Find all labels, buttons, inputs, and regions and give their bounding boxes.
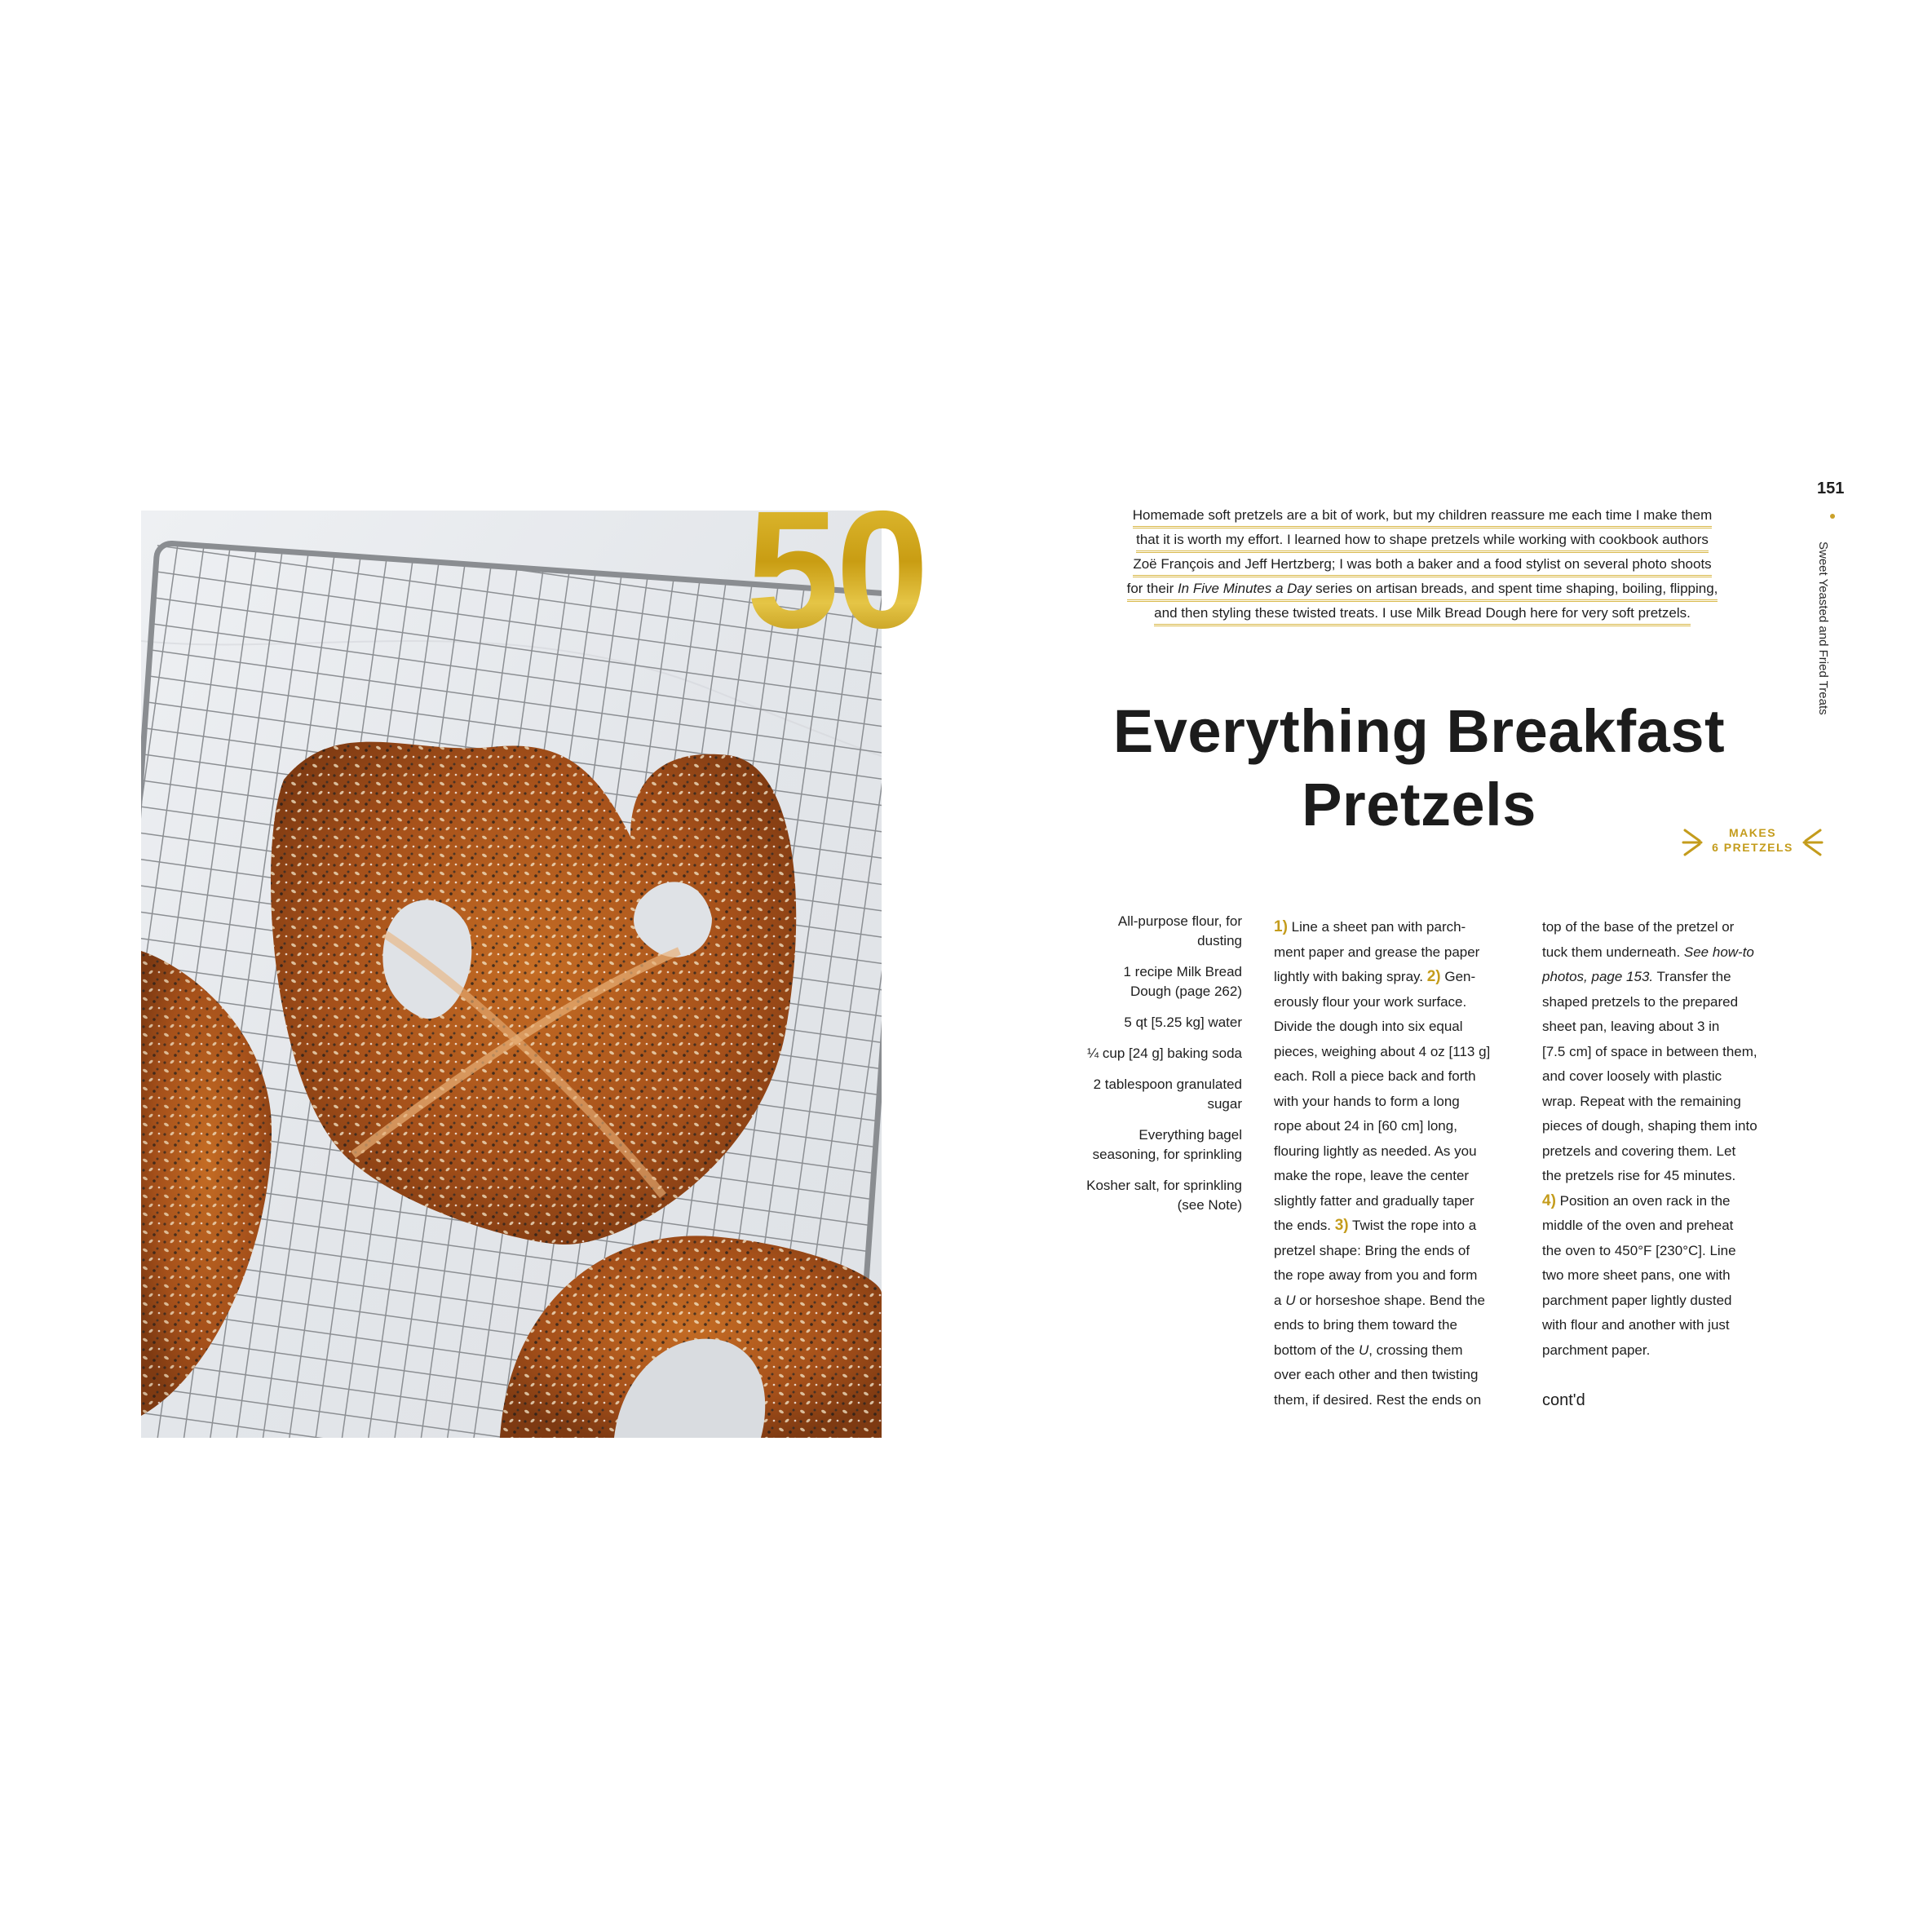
step-number: 2) [1426,968,1441,985]
page-number: 151 [1817,480,1845,497]
ingredient-item: Kosher salt, for sprinkling (see Note) [1086,1178,1242,1213]
method-line: pieces of dough, shaping them into [1542,1118,1757,1134]
method-line: make the rope, leave the center [1274,1168,1470,1183]
method-line: tuck them underneath. See how-to [1542,944,1754,960]
method-line: 4) Position an oven rack in the [1542,1191,1731,1209]
ingredient-item: 5 qt [5.25 kg] water [1124,1015,1242,1030]
burst-left-icon [1680,827,1703,858]
method-line: middle of the oven and preheat [1542,1218,1734,1233]
method-line: the oven to 450°F [230°C]. Line [1542,1242,1736,1258]
method-column-2 [1542,915,1787,1363]
method-line: and cover loosely with plastic [1542,1068,1722,1084]
method-line: rope about 24 in [60 cm] long, [1274,1118,1457,1134]
method-line: lightly with baking spray. 2) Gen- [1274,968,1476,985]
ingredient-item: 1 recipe Milk Bread Dough (page 262) [1123,964,1242,999]
continued-label: cont'd [1542,1391,1585,1409]
recipe-title-line: Everything Breakfast [1112,697,1726,765]
method-line: parchment paper. [1542,1342,1651,1358]
method-line: shaped pretzels to the prepared [1542,993,1739,1010]
method-line: parchment paper lightly dusted [1542,1292,1732,1308]
intro-line: and then styling these twisted treats. I use Milk Bread Dough here for very soft pretzels. [1154,604,1691,626]
method-line: a U or horseshoe shape. Bend the [1274,1292,1485,1308]
method-line: top of the base of the pretzel or [1542,919,1735,935]
method-line: two more sheet pans, one with [1542,1267,1731,1283]
intro-line: Zoë François and Jeff Hertzberg; I was both a baker and a food stylist on several photo shoots [1133,555,1711,577]
page-bullet [1830,514,1835,519]
method-line: the pretzels rise for 45 minutes. [1542,1168,1736,1183]
ingredient-list [1056,912,1242,1227]
recipe-title-line: Pretzels [1302,771,1536,838]
intro-line: Homemade soft pretzels are a bit of work, but my children reassure me each time I make them [1133,506,1713,528]
yield-badge [1680,822,1825,863]
method-line: each. Roll a piece back and forth [1274,1068,1476,1084]
ingredient-item: 2 tablespoon granulated sugar [1093,1077,1242,1112]
method-line: photos, page 153. Transfer the [1542,969,1731,984]
method-line: pretzel shape: Bring the ends of [1274,1242,1470,1258]
method-line: wrap. Repeat with the remaining [1542,1093,1741,1109]
method-line: Divide the dough into six equal [1274,1019,1463,1034]
step-number: 3) [1334,1217,1349,1234]
intro-line [1127,580,1718,602]
ingredient-item: All-purpose flour, for dusting [1117,913,1242,948]
running-header: Sweet Yeasted and Fried Treats [1816,542,1830,715]
step-number: 1) [1274,918,1288,935]
burst-right-icon [1802,827,1825,858]
intro-text: series on artisan breads, and spent time shaping, boiling, flipping, [1311,581,1718,596]
step-number: 4) [1542,1191,1556,1209]
method-line: 1) Line a sheet pan with parch- [1274,918,1466,935]
method-line: [7.5 cm] of space in between them, [1542,1043,1757,1059]
method-line: ends to bring them toward the [1274,1317,1457,1333]
method-line: flouring lightly as needed. As you [1274,1143,1477,1159]
intro-paragraph [1090,506,1755,629]
ingredient-item: Everything bagel seasoning, for sprinkling [1092,1127,1242,1162]
ingredient-item: ¼ cup [24 g] baking soda [1087,1046,1242,1061]
method-line: pretzels and covering them. Let [1542,1143,1736,1159]
method-line: with your hands to form a long [1274,1093,1460,1109]
method-line: sheet pan, leaving about 3 in [1542,1019,1720,1034]
intro-line: that it is worth my effort. I learned how to shape pretzels while working with cookbook authors [1136,531,1709,553]
recipe-title [1044,695,1794,842]
method-line: them, if desired. Rest the ends on [1274,1391,1482,1408]
method-column-1 [1274,915,1519,1413]
yield-label: MAKES [1728,826,1777,839]
method-line: ment paper and grease the paper [1274,944,1480,960]
yield-text [1708,825,1797,855]
yield-amount: 6 PRETZELS [1712,841,1793,854]
method-line: erously flour your work surface. [1274,993,1467,1010]
method-line: with flour and another with just [1542,1317,1730,1333]
method-line: bottom of the U, crossing them [1274,1342,1463,1358]
method-line: pieces, weighing about 4 oz [113 g] [1274,1043,1491,1059]
method-line: over each other and then twisting [1274,1367,1479,1382]
intro-text: for their [1126,581,1178,596]
recipe-number: 50 [742,486,930,653]
method-line: the ends. 3) Twist the rope into a [1274,1217,1477,1234]
book-series-title: In Five Minutes a Day [1177,581,1312,596]
method-line: slightly fatter and gradually taper [1274,1192,1474,1209]
method-line: the rope away from you and form [1274,1267,1478,1283]
